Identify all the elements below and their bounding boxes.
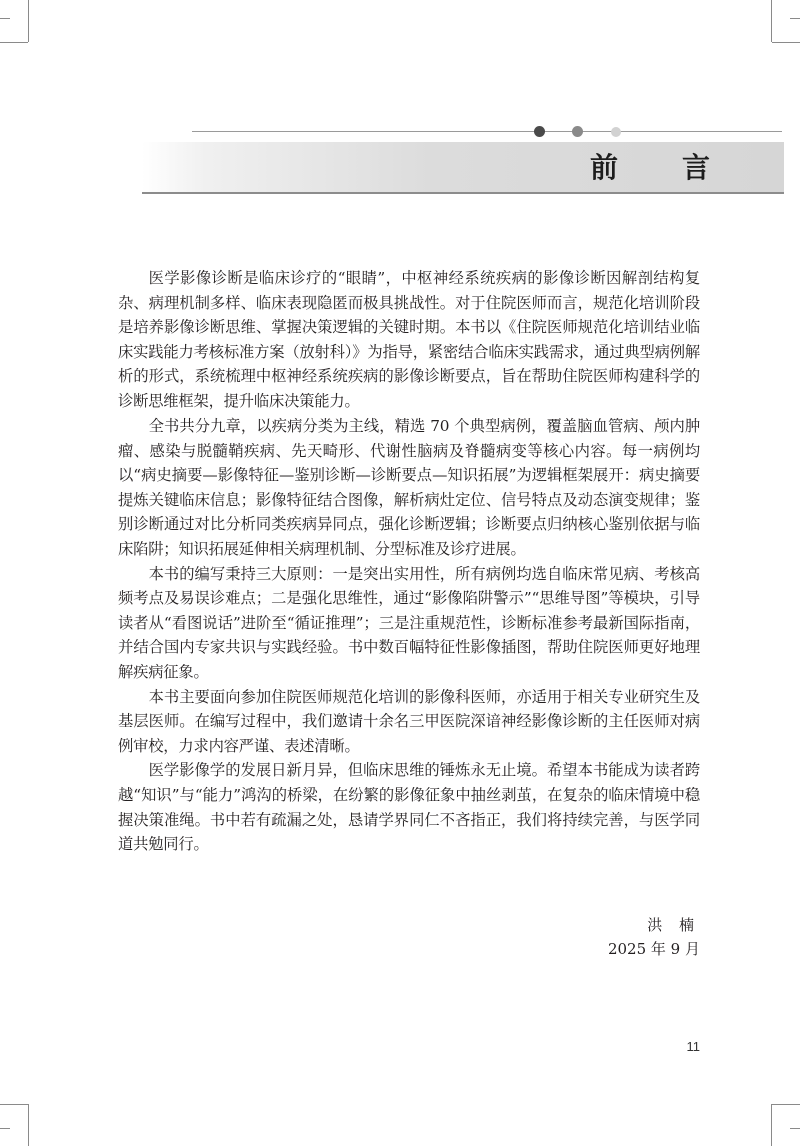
crop-mark	[771, 0, 772, 42]
crop-mark	[0, 42, 28, 43]
crop-mark	[772, 42, 800, 43]
title-char: 言	[681, 151, 710, 184]
crop-mark	[28, 0, 29, 42]
paragraph: 医学影像学的发展日新月异，但临床思维的锤炼永无止境。希望本书能成为读者跨越“知识”与“能力”鸿沟的桥梁，在纷繁的影像征象中抽丝剥茧，在复杂的临床情境中稳握决策准绳。书中若有疏漏之处，恳请学界同仁不吝指正，我们将持续完善，与医学同道共勉同行。	[118, 761, 700, 854]
crop-mark	[0, 1128, 10, 1129]
header-rule	[192, 131, 782, 132]
crop-mark	[0, 1104, 28, 1105]
crop-mark	[28, 1104, 29, 1146]
crop-mark	[0, 18, 10, 19]
crop-mark	[790, 18, 800, 19]
preface-body	[118, 266, 700, 857]
signature-date: 2025 年 9 月	[607, 940, 700, 958]
crop-mark	[790, 1128, 800, 1129]
paragraph: 全书共分九章，以疾病分类为主线，精选 70 个典型病例，覆盖脑血管病、颅内肿瘤、感染与脱髓鞘疾病、先天畸形、代谢性脑病及脊髓病变等核心内容。每一病例均以“病史摘要—影像特征—鉴别诊断—诊断要点—知识拓展”为逻辑框架展开：病史摘要提炼关键临床信息；影像特征结合图像，解析病灶定位、信号特点及动态演变规律；鉴别诊断通过对比分析同类疾病异同点，强化诊断逻辑；诊断要点归纳核心鉴别依据与临床陷阱；知识拓展延伸相关病理机制、分型标准及诊疗进展。	[118, 417, 700, 559]
crop-mark	[771, 1104, 772, 1146]
paragraph: 本书主要面向参加住院医师规范化培训的影像科医师，亦适用于相关专业研究生及基层医师。在编写过程中，我们邀请十余名三甲医院深谙神经影像诊断的主任医师对病例审校，力求内容严谨、表述清晰。	[118, 687, 700, 755]
header-dot	[572, 126, 583, 137]
page-title	[590, 146, 710, 186]
title-banner-rule	[142, 192, 784, 194]
header-dot	[534, 126, 545, 137]
header-dot	[611, 127, 621, 137]
author-signature: 洪 楠	[647, 916, 700, 934]
paragraph: 本书的编写秉持三大原则：一是突出实用性，所有病例均选自临床常见病、考核高频考点及易误诊难点；二是强化思维性，通过“影像陷阱警示”“思维导图”等模块，引导读者从“看图说话”进阶至“循证推理”；三是注重规范性，诊断标准参考最新国际指南，并结合国内专家共识与实践经验。书中数百幅特征性影像插图，帮助住院医师更好地理解疾病征象。	[118, 564, 700, 681]
paragraph: 医学影像诊断是临床诊疗的“眼睛”，中枢神经系统疾病的影像诊断因解剖结构复杂、病理机制多样、临床表现隐匿而极具挑战性。对于住院医师而言，规范化培训阶段是培养影像诊断思维、掌握决策逻辑的关键时期。本书以《住院医师规范化培训结业临床实践能力考核标准方案（放射科）》为指导，紧密结合临床实践需求，通过典型病例解析的形式，系统梳理中枢神经系统疾病的影像诊断要点，旨在帮助住院医师构建科学的诊断思维框架，提升临床决策能力。	[118, 269, 700, 410]
title-char: 前	[590, 151, 619, 184]
page-number: 11	[686, 1039, 700, 1054]
crop-mark	[772, 1104, 800, 1105]
